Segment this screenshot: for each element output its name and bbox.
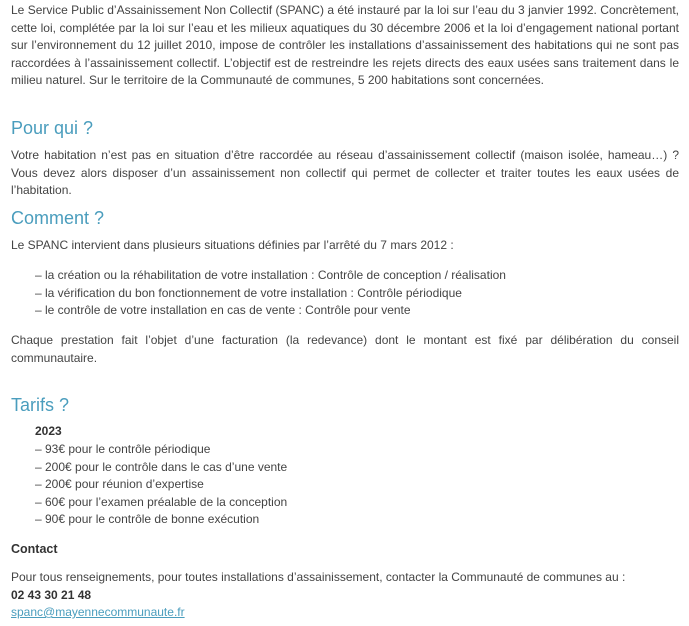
contact-heading: Contact bbox=[11, 542, 58, 556]
comment-heading: Comment ? bbox=[11, 208, 105, 228]
list-item: – 90€ pour le contrôle de bonne exécution bbox=[35, 512, 260, 526]
comment-list bbox=[35, 267, 675, 320]
list-item: – 200€ pour réunion d’expertise bbox=[35, 477, 204, 491]
contact-email-link[interactable]: spanc@mayennecommunaute.fr bbox=[11, 605, 185, 619]
list-item: – 200€ pour le contrôle dans le cas d’une vente bbox=[35, 459, 288, 474]
list-item: – le contrôle de votre installation en cas de vente : Contrôle pour vente bbox=[35, 303, 411, 317]
pour-qui-paragraph: Votre habitation n’est pas en situation d’être raccordée au réseau d’assainissement collectif (maison isolée, hameau…) ? Vous devez alors disposer d’un assainissement non collectif qui permet de collecter et traiter toutes les eaux usées de l’habitation. bbox=[11, 148, 679, 197]
list-item: – 60€ pour l’examen préalable de la conception bbox=[35, 494, 288, 509]
list-item: – la vérification du bon fonctionnement de votre installation : Contrôle périodique bbox=[35, 285, 462, 300]
list-item: – 93€ pour le contrôle périodique bbox=[35, 442, 211, 456]
pour-qui-heading: Pour qui ? bbox=[11, 118, 94, 138]
contact-text: Pour tous renseignements, pour toutes installations d’assainissement, contacter la Communauté de communes au : bbox=[11, 570, 626, 584]
intro-paragraph: Le Service Public d’Assainissement Non Collectif (SPANC) a été instauré par la loi sur l’eau du 3 janvier 1992. Concrètement, cette loi, complétée par la loi sur l’eau et les milieux aquatiques du 30 décembre 2006 et la loi d’engagement national portant sur l’environnement du 12 juillet 2010, impose de contrôler les installations d’assainissement des habitations qui ne sont pas raccordées à l’assainissement collectif. L’objectif est de restreindre les rejets directs des eaux usées sans traitement dans le milieu naturel. Sur le territoire de la Communauté de communes, 5 200 habitations sont concernées. bbox=[11, 3, 679, 87]
tarifs-year: 2023 bbox=[35, 424, 62, 438]
list-item: – la création ou la réhabilitation de votre installation : Contrôle de conception / réalisation bbox=[35, 268, 506, 282]
comment-intro: Le SPANC intervient dans plusieurs situations définies par l’arrêté du 7 mars 2012 : bbox=[11, 238, 454, 252]
tarifs-list bbox=[35, 441, 675, 529]
tarifs-heading: Tarifs ? bbox=[11, 395, 70, 415]
comment-outro: Chaque prestation fait l’objet d’une facturation (la redevance) dont le montant est fixé par délibération du conseil communautaire. bbox=[11, 333, 679, 365]
contact-phone: 02 43 30 21 48 bbox=[11, 588, 92, 602]
